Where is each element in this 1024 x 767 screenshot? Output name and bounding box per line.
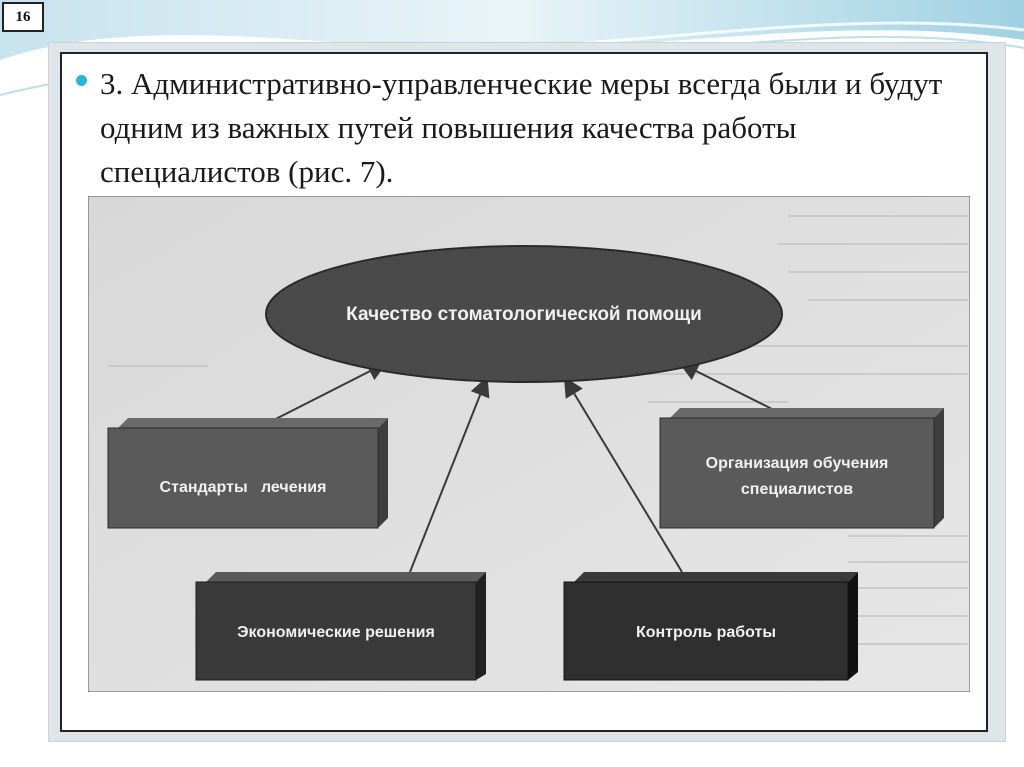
- bullet-text: 3. Административно-управленческие меры всегда были и будут одним из важных путей повышения качества работы специалистов (рис. 7).: [100, 66, 943, 189]
- box-control-label: Контроль работы: [635, 624, 777, 641]
- box-economic: [196, 572, 486, 680]
- box-standards-label: Стандарты лечения: [159, 479, 327, 496]
- box-control: [564, 572, 858, 680]
- diagram-figure: [88, 196, 970, 692]
- center-label: Качество стоматологической помощи: [346, 304, 702, 325]
- box-economic-label: Экономические решения: [237, 624, 435, 641]
- box-training-label-line1: Организация обучения: [705, 455, 889, 472]
- page-number: 16: [15, 8, 31, 25]
- bullet-dot-icon: [76, 75, 87, 86]
- box-standards: [108, 418, 388, 528]
- box-training-label-line2: специалистов: [740, 481, 854, 498]
- page-number-badge: [2, 2, 44, 32]
- box-training: [660, 408, 944, 528]
